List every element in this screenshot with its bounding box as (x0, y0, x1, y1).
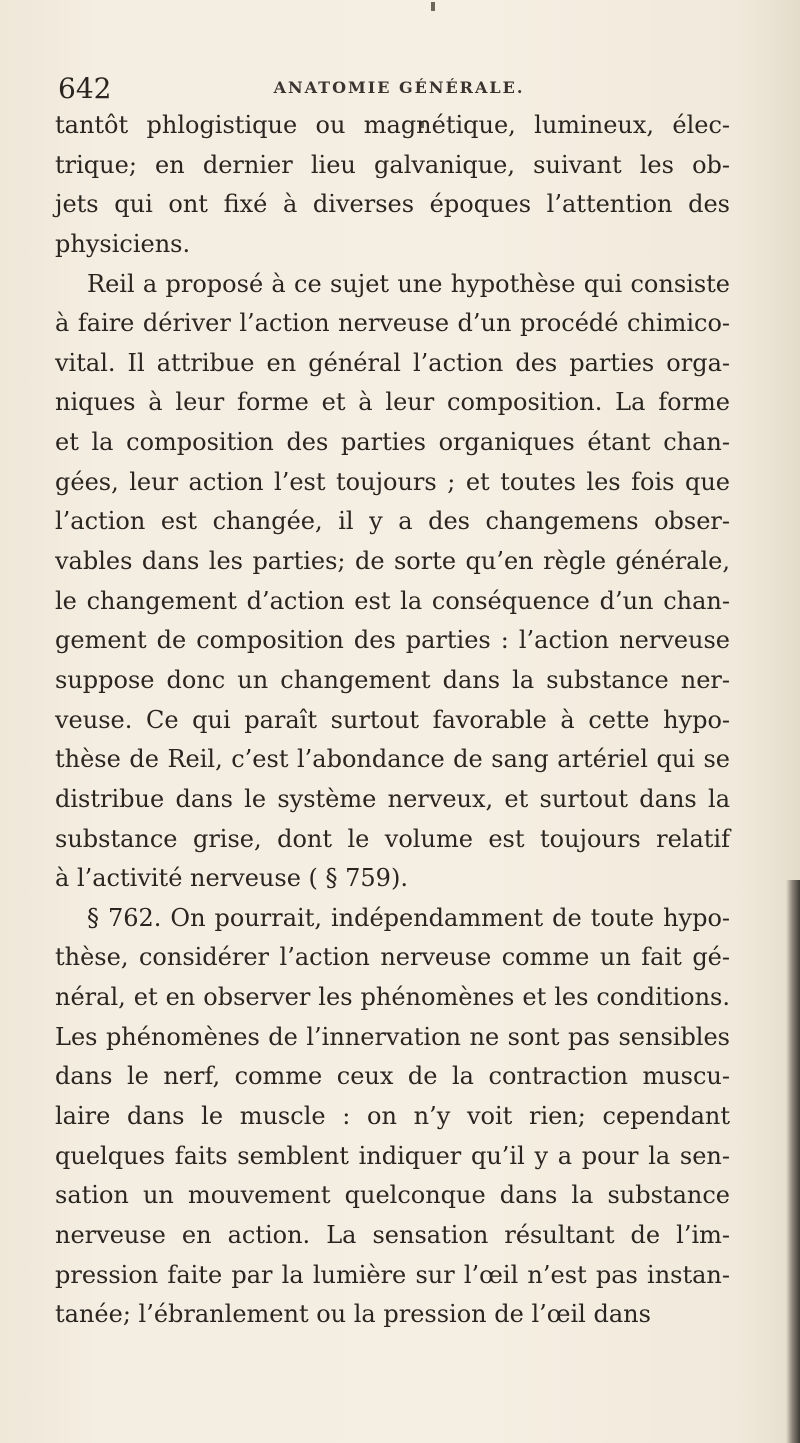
text-line: gées, leur action l’est toujours ; et toutes les fois que (55, 467, 730, 496)
text-line: le changement d’action est la conséquence d’un chan- (55, 586, 730, 615)
text-line: veuse. Ce qui paraît surtout favorable à cette hypo- (55, 705, 730, 734)
text-line: trique; en dernier lieu galvanique, suivant les ob- (55, 150, 730, 179)
text-line: suppose donc un changement dans la substance ner- (55, 665, 730, 694)
page-number: 642 (58, 72, 112, 105)
text-line: vital. Il attribue en général l’action des parties orga- (55, 348, 730, 377)
text-line: et la composition des parties organiques étant chan- (55, 428, 730, 457)
text-line: à faire dériver l’action nerveuse d’un procédé chimico- (55, 309, 730, 338)
text-line: sation un mouvement quelconque dans la substance (55, 1181, 730, 1210)
text-line: tantôt phlogistique ou magnétique, lumineux, élec- (55, 111, 730, 139)
body-text (55, 106, 730, 1335)
text-line: niques à leur forme et à leur composition. La forme (55, 388, 730, 417)
text-line: vables dans les parties; de sorte qu’en règle générale, (55, 547, 730, 576)
text-line: à l’activité nerveuse ( § 759). (55, 864, 408, 893)
page-edge-shadow (786, 880, 800, 1443)
text-line: néral, et en observer les phénomènes et les conditions. (55, 983, 730, 1012)
text-line: substance grise, dont le volume est toujours relatif (55, 824, 730, 853)
text-line: jets qui ont fixé à diverses époques l’attention des (55, 190, 730, 219)
text-line: § 762. On pourrait, indépendamment de toute hypo- (87, 903, 730, 932)
text-line: physiciens. (55, 229, 191, 258)
text-line: tanée; l’ébranlement ou la pression de l’œil dans (55, 1300, 651, 1329)
text-line: gement de composition des parties : l’action nerveuse (55, 626, 730, 655)
text-line: thèse, considérer l’action nerveuse comme un fait gé- (55, 943, 730, 972)
text-line: Reil a proposé à ce sujet une hypothèse qui consiste (87, 269, 730, 298)
print-speck (431, 2, 435, 11)
text-line: nerveuse en action. La sensation résultant de l’im- (55, 1220, 730, 1249)
running-head: ANATOMIE GÉNÉRALE. (273, 78, 525, 97)
text-line: dans le nerf, comme ceux de la contraction muscu- (55, 1062, 730, 1091)
text-line: thèse de Reil, c’est l’abondance de sang artériel qui se (55, 745, 730, 774)
text-line: Les phénomènes de l’innervation ne sont pas sensibles (55, 1022, 730, 1051)
text-line: laire dans le muscle : on n’y voit rien; cependant (55, 1102, 730, 1131)
text-line: l’action est changée, il y a des changemens obser- (55, 507, 730, 536)
text-line: pression faite par la lumière sur l’œil n’est pas instan- (55, 1260, 730, 1289)
text-line: quelques faits semblent indiquer qu’il y a pour la sen- (55, 1141, 730, 1170)
text-line: distribue dans le système nerveux, et surtout dans la (55, 784, 730, 813)
